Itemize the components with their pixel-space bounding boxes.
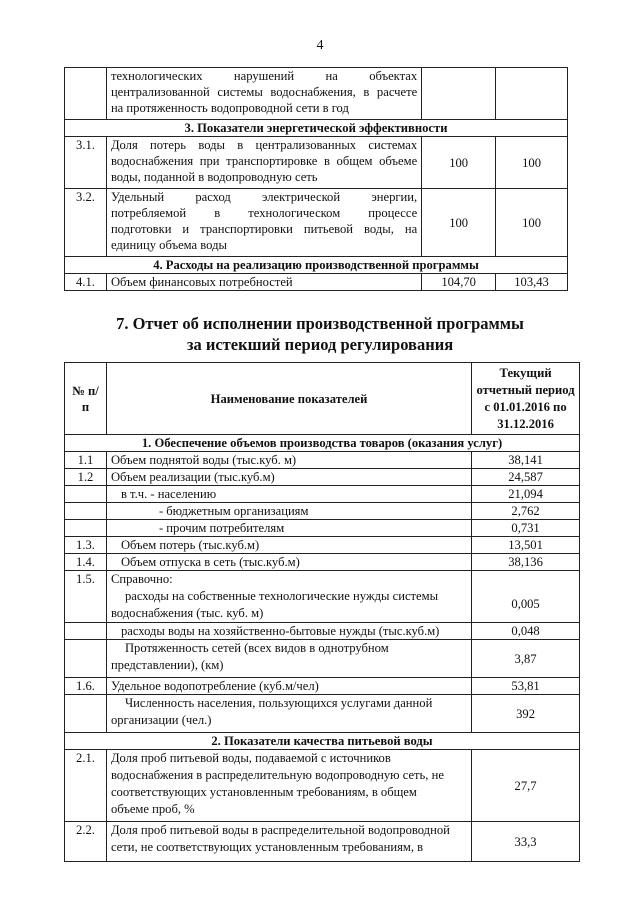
row-number: 3.2.: [65, 189, 107, 257]
cell-text: Протяженность сетей (всех видов в однотрубном: [124, 641, 389, 655]
table-header-row: [65, 363, 580, 435]
cell-value: 27,7: [472, 750, 580, 822]
cell-value: 100: [422, 189, 496, 257]
cell-value: 38,141: [472, 452, 580, 469]
row-number: 1.1: [65, 452, 107, 469]
table-row: [65, 520, 580, 537]
cell-text: водоснабжения в распределительную водопроводную сеть, не: [110, 768, 444, 782]
header-num: № п/п: [65, 363, 107, 435]
cell-value: 104,70: [422, 274, 496, 291]
table-row: [65, 486, 580, 503]
cell-value: 0,731: [472, 520, 580, 537]
table-row: [65, 68, 568, 120]
table-row: [65, 640, 580, 678]
section-title: 3. Показатели энергетической эффективности: [65, 120, 568, 137]
cell-value: 3,87: [472, 640, 580, 678]
cell-text: Удельный расход электрической энергии,: [110, 190, 418, 204]
cell-text: Объем отпуска в сеть (тыс.куб.м): [106, 554, 471, 571]
cell-text: подготовки и транспортировки питьевой воды, на: [110, 222, 418, 236]
cell-text: технологических нарушений на объектах: [110, 69, 418, 83]
cell-text: водоснабжения (тыс. куб. м): [110, 606, 264, 620]
section-header-row: [65, 257, 568, 274]
row-number: 1.3.: [65, 537, 107, 554]
cell-text: Объем реализации (тыс.куб.м): [106, 469, 471, 486]
top-table: [64, 67, 568, 291]
table-row: [65, 452, 580, 469]
table-row: [65, 822, 580, 862]
cell-text: в т.ч. - населению: [106, 486, 471, 503]
header-period-line: Текущий: [499, 365, 552, 380]
table-row: [65, 571, 580, 623]
table-row: [65, 274, 568, 291]
section-header-row: [65, 435, 580, 452]
cell-value: 21,094: [472, 486, 580, 503]
header-name: Наименование показателей: [106, 363, 471, 435]
page-number: 4: [316, 38, 324, 53]
header-period-line: с 01.01.2016 по: [484, 399, 567, 414]
cell-value: 100: [422, 137, 496, 189]
cell-text: объеме проб, %: [110, 802, 195, 816]
cell-text: сети, не соответствующих установленным требованиям, в: [110, 840, 424, 854]
row-number: 1.4.: [65, 554, 107, 571]
cell-value: 103,43: [496, 274, 568, 291]
cell-text: воды, поданной в водопроводную сеть: [110, 170, 318, 184]
table-row: [65, 137, 568, 189]
row-number: 4.1.: [65, 274, 107, 291]
table-row: [65, 469, 580, 486]
cell-text: Объем поднятой воды (тыс.куб. м): [106, 452, 471, 469]
section-title: 4. Расходы на реализацию производственной программы: [65, 257, 568, 274]
section-heading-line2: за истекший период регулирования: [186, 335, 454, 354]
report-table: [64, 362, 580, 862]
section-title: 1. Обеспечение объемов производства товаров (оказания услуг): [65, 435, 580, 452]
table-row: [65, 189, 568, 257]
cell-text: Доля потерь воды в централизованных системах: [110, 138, 418, 152]
table-row: [65, 623, 580, 640]
cell-text: единицу объема воды: [110, 238, 227, 252]
cell-text: - бюджетным организациям: [106, 503, 471, 520]
cell-text: расходы воды на хозяйственно-бытовые нужды (тыс.куб.м): [106, 623, 471, 640]
cell-text: Объем финансовых потребностей: [106, 274, 421, 291]
cell-text: Удельное водопотребление (куб.м/чел): [106, 678, 471, 695]
cell-value: 0,005: [472, 571, 580, 623]
cell-text: Объем потерь (тыс.куб.м): [106, 537, 471, 554]
cell-text: водоснабжения при транспортировке в общем объеме: [110, 154, 418, 168]
cell-value: 33,3: [472, 822, 580, 862]
cell-value: 0,048: [472, 623, 580, 640]
cell-text: Доля проб питьевой воды, подаваемой с источников: [110, 751, 391, 765]
cell-value: 13,501: [472, 537, 580, 554]
row-number: 2.1.: [65, 750, 107, 822]
cell-text: организации (чел.): [110, 713, 212, 727]
cell-text: представлении), (км): [110, 658, 224, 672]
cell-text: Доля проб питьевой воды в распределительной водопроводной: [110, 823, 450, 837]
header-period-line: отчетный период: [476, 382, 575, 397]
row-number: 1.6.: [65, 678, 107, 695]
cell-text: на протяженность водопроводной сети в год: [110, 101, 349, 115]
table-row: [65, 537, 580, 554]
table-row: [65, 554, 580, 571]
table-row: [65, 678, 580, 695]
row-number: 2.2.: [65, 822, 107, 862]
cell-text: потребляемой в технологическом процессе: [110, 206, 418, 220]
cell-value: 392: [472, 695, 580, 733]
cell-text: Справочно:: [110, 572, 173, 586]
section-header-row: [65, 733, 580, 750]
cell-value: 38,136: [472, 554, 580, 571]
cell-value: 24,587: [472, 469, 580, 486]
section-header-row: [65, 120, 568, 137]
table-row: [65, 695, 580, 733]
cell-text: - прочим потребителям: [106, 520, 471, 537]
header-period-line: 31.12.2016: [497, 416, 554, 431]
cell-text: централизованной системы водоснабжения, в расчете: [110, 85, 418, 99]
cell-text: расходы на собственные технологические нужды системы: [124, 589, 439, 603]
cell-text: соответствующих установленным требованиям, в общем: [110, 785, 417, 799]
section-title: 2. Показатели качества питьевой воды: [65, 733, 580, 750]
table-row: [65, 750, 580, 822]
cell-text: Численность населения, пользующихся услугами данной: [124, 696, 433, 710]
cell-value: 53,81: [472, 678, 580, 695]
header-period: [472, 363, 580, 435]
cell-value: 100: [496, 189, 568, 257]
cell-value: 100: [496, 137, 568, 189]
row-number: 1.5.: [65, 571, 107, 623]
cell-value: 2,762: [472, 503, 580, 520]
row-number: 1.2: [65, 469, 107, 486]
row-number: 3.1.: [65, 137, 107, 189]
section-heading-line1: 7. Отчет об исполнении производственной программы: [116, 314, 524, 333]
table-row: [65, 503, 580, 520]
